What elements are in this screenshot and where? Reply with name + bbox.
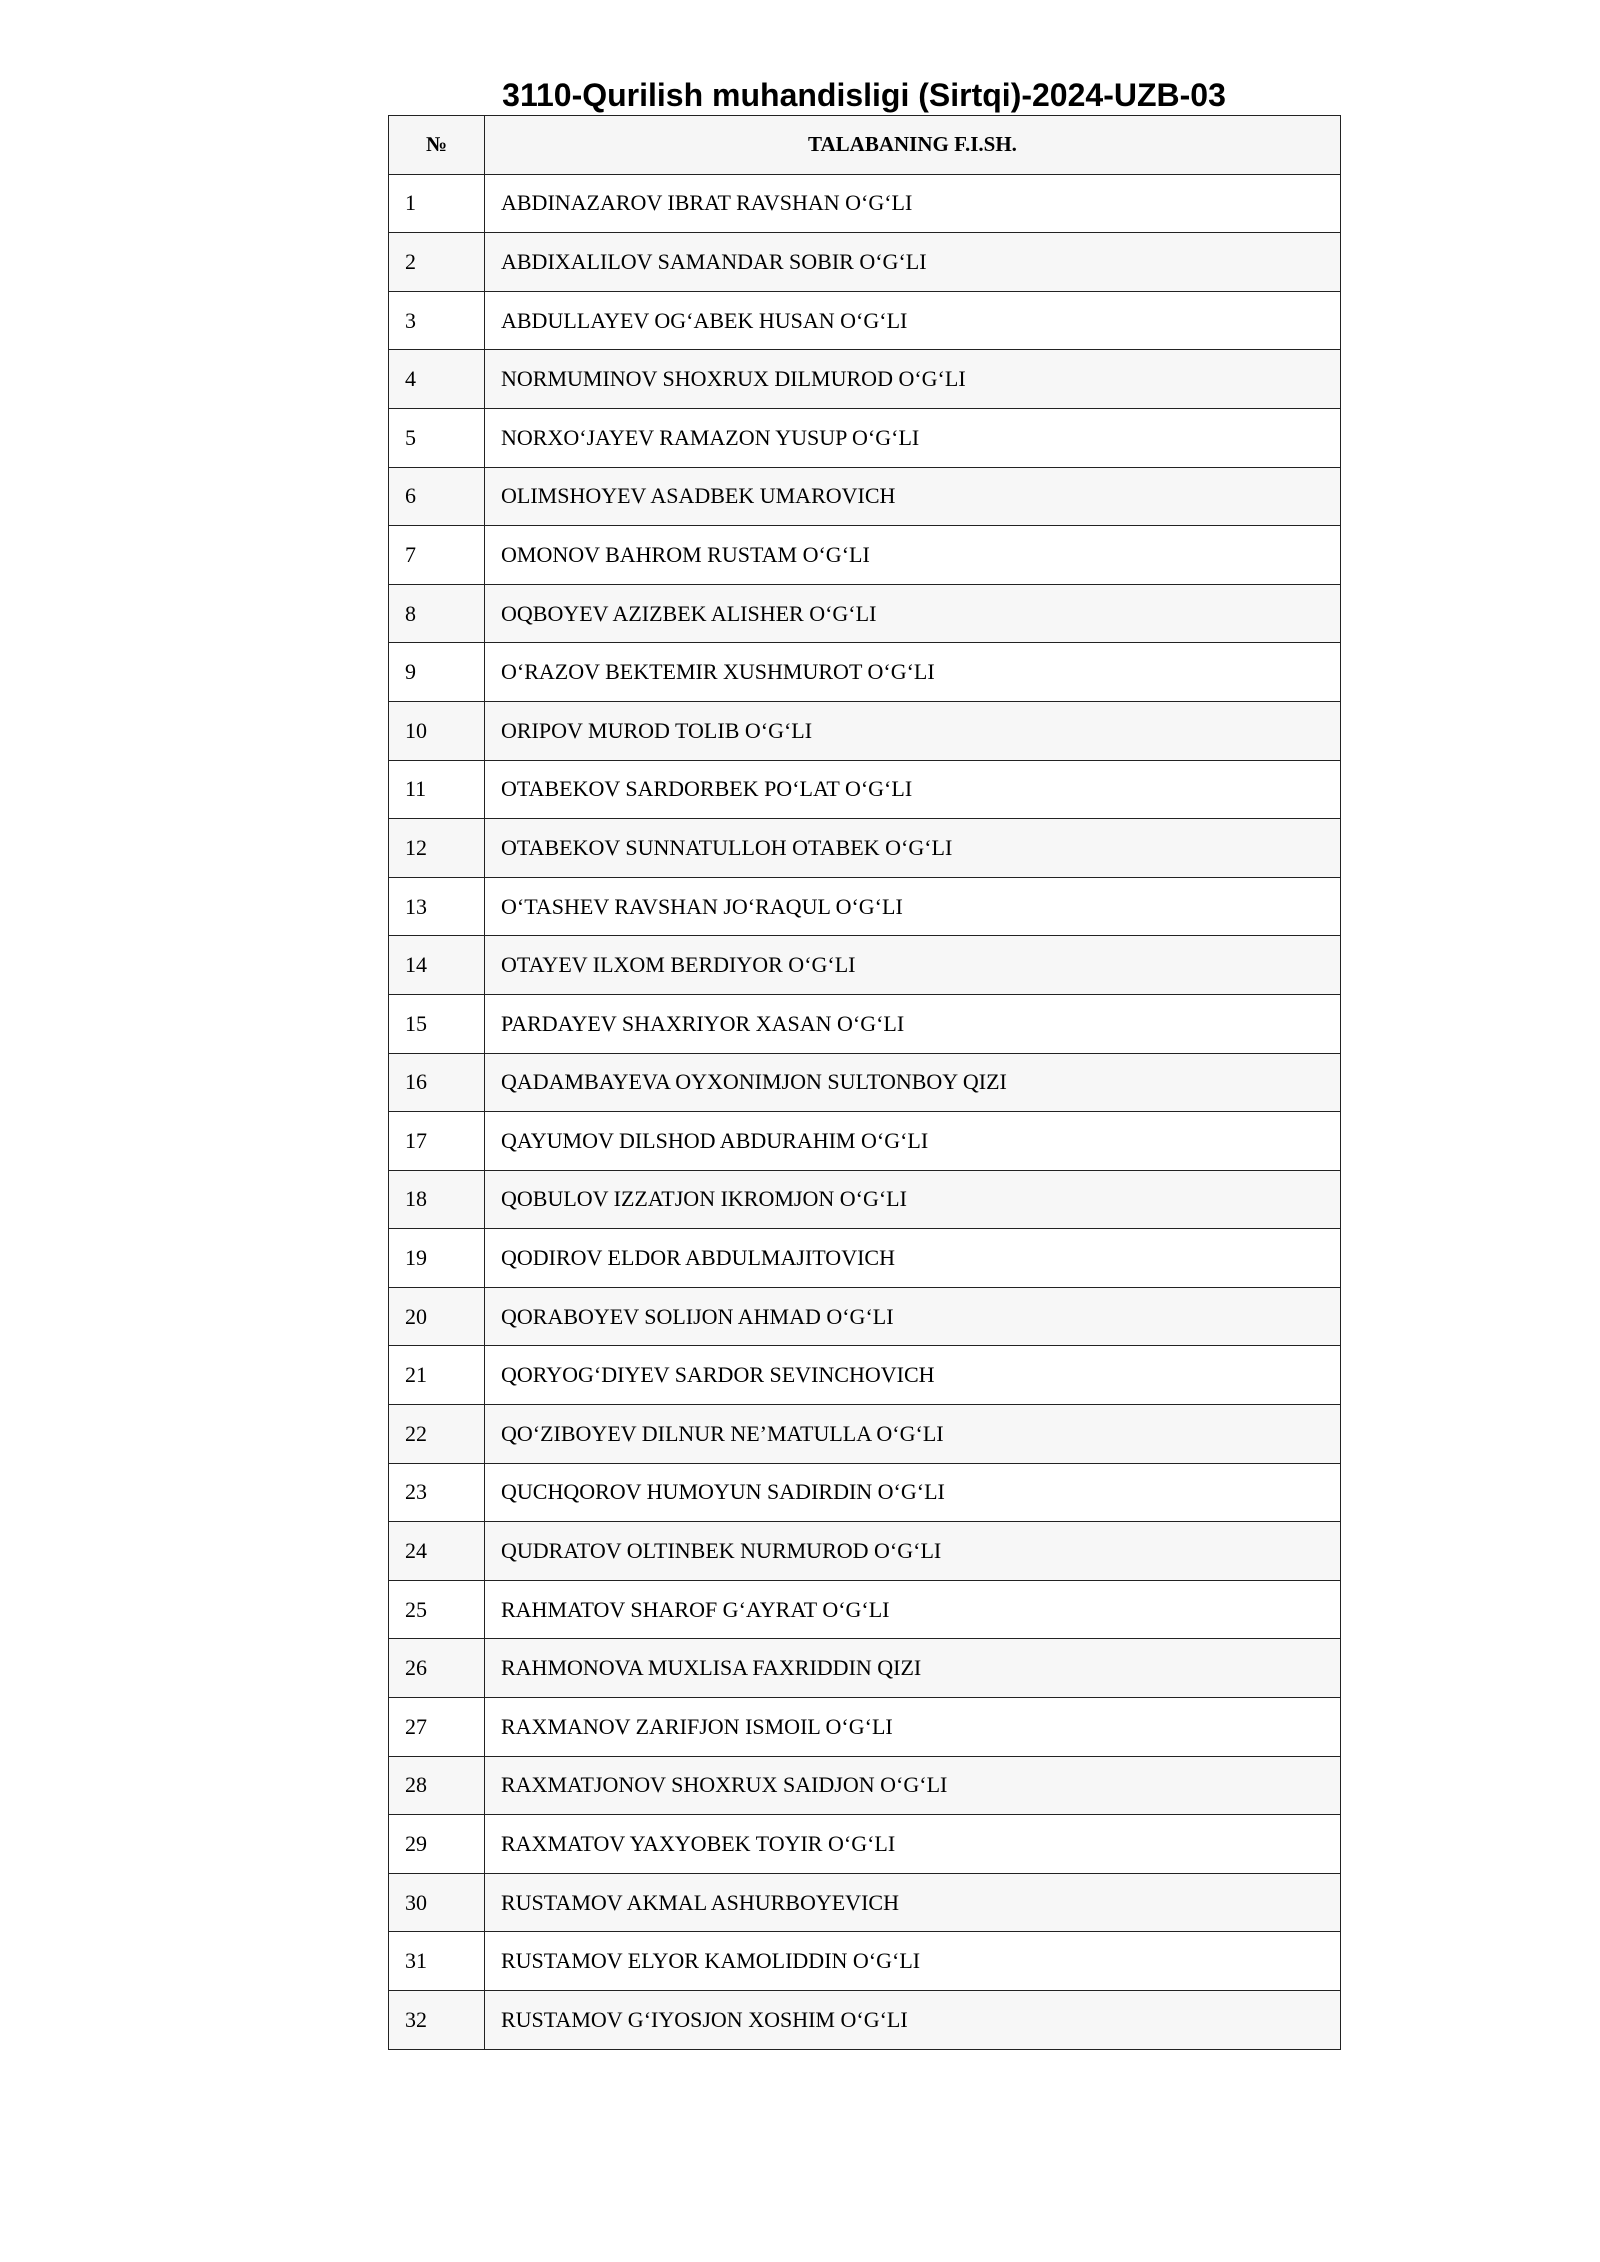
row-number: 5 [389,408,485,467]
student-name: QORABOYEV SOLIJON AHMAD O‘G‘LI [485,1287,1341,1346]
table-row [389,1112,1341,1171]
student-name: NORXO‘JAYEV RAMAZON YUSUP O‘G‘LI [485,408,1341,467]
table-row [389,350,1341,409]
student-name: PARDAYEV SHAXRIYOR XASAN O‘G‘LI [485,994,1341,1053]
row-number: 28 [389,1756,485,1815]
student-name: RUSTAMOV G‘IYOSJON XOSHIM O‘G‘LI [485,1991,1341,2050]
row-number: 29 [389,1815,485,1874]
table-row [389,526,1341,585]
row-number: 1 [389,174,485,233]
row-number: 24 [389,1522,485,1581]
student-name: QUCHQOROV HUMOYUN SADIRDIN O‘G‘LI [485,1463,1341,1522]
row-number: 27 [389,1698,485,1757]
row-number: 31 [389,1932,485,1991]
table-row [389,936,1341,995]
row-number: 3 [389,291,485,350]
table-row [389,174,1341,233]
row-number: 15 [389,994,485,1053]
row-number: 25 [389,1580,485,1639]
row-number: 9 [389,643,485,702]
student-name: QO‘ZIBOYEV DILNUR NE’MATULLA O‘G‘LI [485,1405,1341,1464]
student-name: OLIMSHOYEV ASADBEK UMAROVICH [485,467,1341,526]
row-number: 21 [389,1346,485,1405]
student-name: RAXMATJONOV SHOXRUX SAIDJON O‘G‘LI [485,1756,1341,1815]
row-number: 23 [389,1463,485,1522]
student-name: QOBULOV IZZATJON IKROMJON O‘G‘LI [485,1170,1341,1229]
table-row [389,408,1341,467]
table-row [389,1639,1341,1698]
row-number: 2 [389,233,485,292]
student-name: QUDRATOV OLTINBEK NURMUROD O‘G‘LI [485,1522,1341,1581]
table-row [389,1346,1341,1405]
student-name: ORIPOV MUROD TOLIB O‘G‘LI [485,701,1341,760]
student-name: RAHMATOV SHAROF G‘AYRAT O‘G‘LI [485,1580,1341,1639]
table-row [389,877,1341,936]
student-name: RAXMANOV ZARIFJON ISMOIL O‘G‘LI [485,1698,1341,1757]
student-name: O‘RAZOV BEKTEMIR XUSHMUROT O‘G‘LI [485,643,1341,702]
row-number: 16 [389,1053,485,1112]
student-table [388,115,1341,2050]
table-row [389,1053,1341,1112]
table-row [389,1405,1341,1464]
row-number: 6 [389,467,485,526]
student-name: OTAYEV ILXOM BERDIYOR O‘G‘LI [485,936,1341,995]
table-row [389,233,1341,292]
student-name: O‘TASHEV RAVSHAN JO‘RAQUL O‘G‘LI [485,877,1341,936]
row-number: 19 [389,1229,485,1288]
student-name: OMONOV BAHROM RUSTAM O‘G‘LI [485,526,1341,585]
student-name: RUSTAMOV AKMAL ASHURBOYEVICH [485,1873,1341,1932]
student-name: OTABEKOV SUNNATULLOH OTABEK O‘G‘LI [485,819,1341,878]
table-row [389,1756,1341,1815]
table-row [389,1698,1341,1757]
student-name: NORMUMINOV SHOXRUX DILMUROD O‘G‘LI [485,350,1341,409]
table-row [389,1287,1341,1346]
row-number: 26 [389,1639,485,1698]
student-name: ABDIXALILOV SAMANDAR SOBIR O‘G‘LI [485,233,1341,292]
table-row [389,819,1341,878]
table-row [389,1229,1341,1288]
table-row [389,643,1341,702]
row-number: 20 [389,1287,485,1346]
row-number: 7 [389,526,485,585]
row-number: 14 [389,936,485,995]
row-number: 4 [389,350,485,409]
student-name: ABDINAZAROV IBRAT RAVSHAN O‘G‘LI [485,174,1341,233]
row-number: 32 [389,1991,485,2050]
row-number: 17 [389,1112,485,1171]
student-name: RUSTAMOV ELYOR KAMOLIDDIN O‘G‘LI [485,1932,1341,1991]
table-row [389,1991,1341,2050]
table-row [389,1815,1341,1874]
table-row [389,584,1341,643]
table-row [389,291,1341,350]
student-name: RAXMATOV YAXYOBEK TOYIR O‘G‘LI [485,1815,1341,1874]
student-name: QORYOG‘DIYEV SARDOR SEVINCHOVICH [485,1346,1341,1405]
table-row [389,1580,1341,1639]
table-row [389,467,1341,526]
student-name: OQBOYEV AZIZBEK ALISHER O‘G‘LI [485,584,1341,643]
row-number: 13 [389,877,485,936]
header-number: № [389,116,485,175]
table-row [389,1932,1341,1991]
student-name: QADAMBAYEVA OYXONIMJON SULTONBOY QIZI [485,1053,1341,1112]
table-row [389,994,1341,1053]
student-name: QODIROV ELDOR ABDULMAJITOVICH [485,1229,1341,1288]
row-number: 12 [389,819,485,878]
student-name: RAHMONOVA MUXLISA FAXRIDDIN QIZI [485,1639,1341,1698]
table-row [389,1170,1341,1229]
table-row [389,1522,1341,1581]
table-body [389,174,1341,2049]
row-number: 11 [389,760,485,819]
row-number: 22 [389,1405,485,1464]
header-student-name: TALABANING F.I.SH. [485,116,1341,175]
table-row [389,1873,1341,1932]
table-row [389,1463,1341,1522]
table-row [389,701,1341,760]
student-name: OTABEKOV SARDORBEK PO‘LAT O‘G‘LI [485,760,1341,819]
page-title: 3110-Qurilish muhandisligi (Sirtqi)-2024-UZB-03 [502,77,1226,113]
row-number: 10 [389,701,485,760]
row-number: 30 [389,1873,485,1932]
student-name: QAYUMOV DILSHOD ABDURAHIM O‘G‘LI [485,1112,1341,1171]
table-row [389,760,1341,819]
row-number: 8 [389,584,485,643]
row-number: 18 [389,1170,485,1229]
header-row [389,116,1341,175]
student-name: ABDULLAYEV OG‘ABEK HUSAN O‘G‘LI [485,291,1341,350]
table-header [389,116,1341,175]
